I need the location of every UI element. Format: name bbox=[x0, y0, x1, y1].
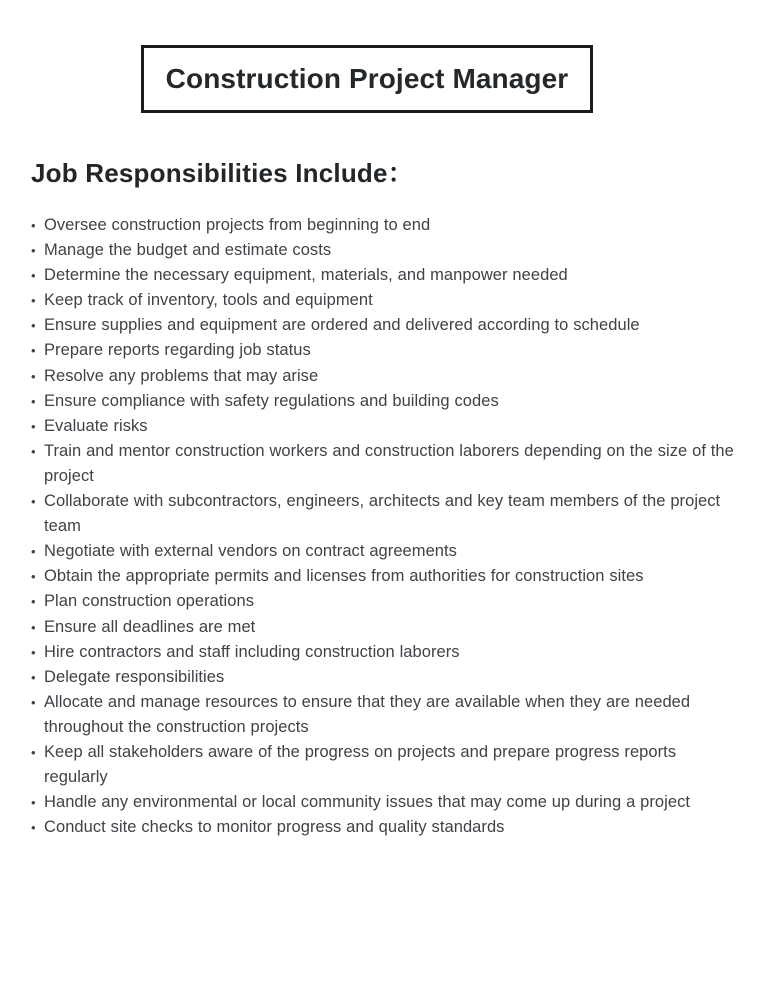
list-item: • Obtain the appropriate permits and licenses from authorities for construction sites bbox=[31, 564, 743, 589]
section-heading: Job Responsibilities Include： bbox=[31, 158, 414, 188]
job-title-box bbox=[141, 45, 593, 113]
list-item: • Resolve any problems that may arise bbox=[31, 364, 743, 389]
list-item: • Evaluate risks bbox=[31, 414, 743, 439]
list-item: • Keep all stakeholders aware of the progress on projects and prepare progress reports regularly bbox=[31, 740, 743, 790]
list-item: • Determine the necessary equipment, materials, and manpower needed bbox=[31, 263, 743, 288]
list-item: • Handle any environmental or local community issues that may come up during a project bbox=[31, 790, 743, 815]
list-item: • Plan construction operations bbox=[31, 589, 743, 614]
list-item: • Negotiate with external vendors on contract agreements bbox=[31, 539, 743, 564]
list-item: • Delegate responsibilities bbox=[31, 665, 743, 690]
list-item: • Hire contractors and staff including construction laborers bbox=[31, 640, 743, 665]
list-item: • Ensure all deadlines are met bbox=[31, 615, 743, 640]
list-item: • Ensure supplies and equipment are ordered and delivered according to schedule bbox=[31, 313, 743, 338]
list-item: • Allocate and manage resources to ensure that they are available when they are needed throughout the construction projects bbox=[31, 690, 743, 740]
list-item: • Train and mentor construction workers and construction laborers depending on the size of the project bbox=[31, 439, 743, 489]
list-item: • Keep track of inventory, tools and equipment bbox=[31, 288, 743, 313]
responsibilities-list bbox=[31, 213, 743, 840]
list-item: • Oversee construction projects from beginning to end bbox=[31, 213, 743, 238]
list-item: • Manage the budget and estimate costs bbox=[31, 238, 743, 263]
page-title: Construction Project Manager bbox=[165, 63, 569, 94]
list-item: • Collaborate with subcontractors, engineers, architects and key team members of the project team bbox=[31, 489, 743, 539]
list-item: • Ensure compliance with safety regulations and building codes bbox=[31, 389, 743, 414]
list-item: • Prepare reports regarding job status bbox=[31, 338, 743, 363]
list-item: • Conduct site checks to monitor progress and quality standards bbox=[31, 815, 743, 840]
